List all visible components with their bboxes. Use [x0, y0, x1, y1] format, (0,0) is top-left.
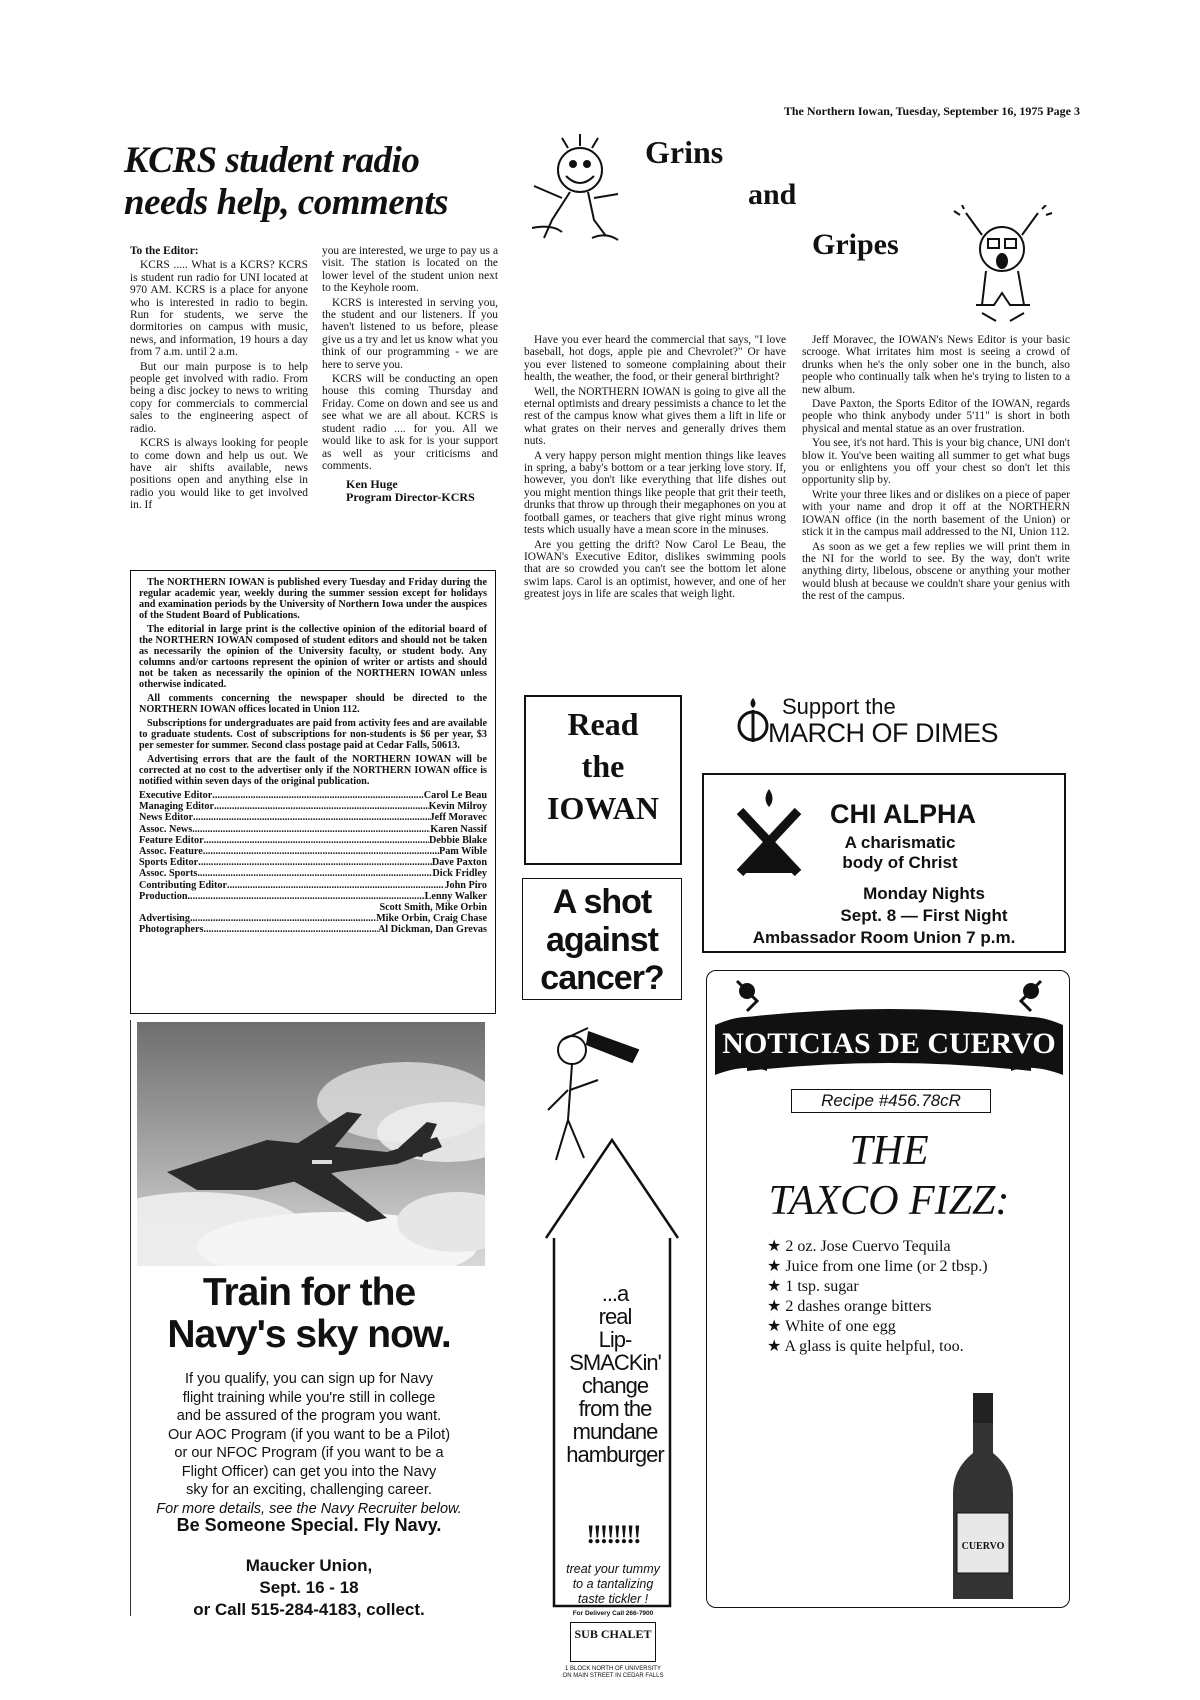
navy-location-line: Maucker Union,: [245, 1556, 373, 1575]
grins-heading: Grins: [645, 134, 724, 170]
burger-delivery-phone: For Delivery Call 266-7900: [572, 1610, 654, 1617]
masthead-paragraph-2: The editorial in large print is the collective opinion of the editorial board of the NORTHERN IOWAN composed of student editors and should not be taken as necessarily the opinion of the University faculty, or student body. Any columns and/or cartoons represent the opinion of writer or artists and should not be taken as necessarily the opinion of the NORTHERN IOWAN unless otherwise indicated.: [139, 624, 487, 690]
cancer-line: against: [545, 921, 659, 959]
masthead-box: [130, 570, 496, 1014]
cuervo-ad: [706, 970, 1070, 1608]
chi-alpha-subtitle: [830, 833, 970, 873]
sub-chalet-logo-text: SUB CHALET: [574, 1627, 652, 1641]
navy-body-line: flight training while you're still in college: [182, 1389, 436, 1406]
grinning-cartoon-icon: [522, 128, 622, 248]
burger-slogan-line: hamburger: [566, 1442, 664, 1467]
kcrs-headline-line-2: needs help, comments: [124, 182, 449, 223]
gg-paragraph: Are you getting the drift? Now Carol Le Beau, the IOWAN's Executive Editor, dislikes swimming pools that are so crowded you can't see the bottom let alone swim laps. Carol is an optimist, however, and one of her greatest joys in life are scales that weigh light.: [524, 538, 786, 601]
ingredient-item: ★ Juice from one lime (or 2 tbsp.): [767, 1257, 1057, 1277]
bottle-label-text: CUERVO: [961, 1541, 1005, 1552]
sub-chalet-ad: [528, 1010, 688, 1679]
kcrs-paragraph-1: KCRS ..... What is a KCRS? KCRS is student run radio for UNI located at 970 AM. KCRS is a place for anyone who is interested in radio to begin. Run for students, we serve the dormitories on campus with music, news, and information, 19 hours a day from 7 a.m. until 2 a.m.: [130, 259, 308, 359]
chi-alpha-ad: [702, 773, 1066, 953]
gg-paragraph: A very happy person might mention things like leaves in spring, a baby's bottom or a tear jerking love story. If, however, you don't like everything that life dishes out you might mention things like people that grit their teeth, drunks that throw up through their megaphones on you at football games, or teachers that give right minus wrong tests which usually have a mean score in the minuses.: [524, 449, 786, 537]
march-of-dimes-logo-icon: [736, 696, 770, 746]
chi-subtitle-line: A charismatic: [844, 833, 956, 852]
staff-row: Managing Editor ..... Kevin Milroy: [139, 801, 487, 812]
read-line: IOWAN: [546, 790, 659, 826]
ingredient-item: ★ 2 oz. Jose Cuervo Tequila: [767, 1237, 1057, 1257]
navy-more-details: For more details, see the Navy Recruiter below.: [156, 1500, 462, 1517]
kcrs-paragraph-6: KCRS will be conducting an open house this coming Thursday and Friday. Come on down and see us and see what we are all about. KCRS is student radio .... for you. All we would like to ask for is your support as well as your criticisms and comments.: [322, 373, 498, 472]
gg-paragraph: Well, the NORTHERN IOWAN is going to give all the eternal optimists and dreary pessimists a chance to let the rest of the campus know what gives them a lift in life or what grates on their nerves and generally drives them nuts.: [524, 385, 786, 448]
staff-row: Advertising ..... Mike Orbin, Craig Chase: [139, 913, 487, 924]
navy-body-line: and be assured of the program you want.: [176, 1408, 442, 1424]
kcrs-paragraph-2: But our main purpose is to help people get involved with radio. From being a disc jockey to news to writing copy for commercials to commercial sales to the engineering aspect of radio.: [130, 360, 308, 435]
gripes-heading: Gripes: [812, 228, 899, 261]
gg-paragraph: As soon as we get a few replies we will print them in the NI for the world to see. By the way, don't write anything dirty, libelous, obscene or anything your mother would blush at because we couldn't share your genius with the rest of the campus.: [802, 540, 1070, 603]
sub-chalet-logo: [570, 1622, 656, 1662]
kcrs-paragraph-3: KCRS is always looking for people to come down and help us out. We have air shifts available, news positions open and anything else in radio you would like to get involved in. If: [130, 437, 308, 512]
navy-body-line: If you qualify, you can sign up for Navy: [185, 1371, 433, 1387]
navy-slogan: Be Someone Special. Fly Navy.: [176, 1515, 442, 1535]
burger-slogan-line: real: [598, 1304, 632, 1329]
and-heading: and: [748, 178, 797, 211]
burger-exclamations: !!!!!!!!: [586, 1520, 640, 1549]
kcrs-signature-title: Program Director-KCRS: [346, 490, 475, 505]
griping-cartoon-icon: [946, 205, 1056, 323]
burger-tagline-line: to a tantalizing: [572, 1577, 654, 1591]
burger-address-line: 1 BLOCK NORTH OF UNIVERSITY: [565, 1666, 661, 1672]
navy-body-line: sky for an exciting, challenging career.: [186, 1482, 432, 1498]
burger-slogan: [556, 1282, 674, 1466]
gg-paragraph: Have you ever heard the commercial that says, "I love baseball, hot dogs, apple pie and Chevrolet?" Or have you ever listened to someone complaining about their health, the weather, the food, or their general birthright?: [524, 334, 786, 384]
burger-slogan-line: ...a: [601, 1281, 629, 1306]
read-line: Read: [567, 706, 639, 742]
kcrs-letter-column-2: [322, 245, 498, 504]
kcrs-signature-name: Ken Huge: [346, 477, 398, 492]
navy-body-line: or our NFOC Program (if you want to be a: [174, 1445, 444, 1461]
chi-event-line: Sept. 8 — First Night: [840, 906, 1008, 925]
page-folio: The Northern Iowan, Tuesday, September 16, 1975 Page 3: [783, 104, 1080, 118]
chi-event-line: Ambassador Room Union 7 p.m.: [752, 928, 1016, 947]
chi-alpha-title: CHI ALPHA: [830, 799, 976, 829]
ingredient-item: ★ 2 dashes orange bitters: [767, 1297, 1057, 1317]
ingredient-item: ★ A glass is quite helpful, too.: [767, 1337, 1057, 1357]
gg-paragraph: Dave Paxton, the Sports Editor of the IOWAN, regards people who think anybody under 5'11" is short in both physical and mental statue as an over frustration.: [802, 398, 1070, 435]
staff-row: Executive Editor ..... Carol Le Beau: [139, 790, 487, 801]
cuervo-recipe-number: Recipe #456.78cR: [791, 1089, 991, 1113]
burger-tagline-line: treat your tummy: [566, 1562, 660, 1576]
staff-row: Photographers ..... Al Dickman, Dan Grevas: [139, 924, 487, 935]
staff-row: Contributing Editor ..... John Piro: [139, 880, 487, 891]
cuervo-ingredient-list: [767, 1237, 1057, 1357]
navy-ad: [130, 1020, 486, 1619]
ingredient-item: ★ White of one egg: [767, 1317, 1057, 1337]
masthead-paragraph-4: Subscriptions for undergraduates are paid from activity fees and are available to graduate students. Cost of subscriptions for non-students is $6 per year, $3 per semester for summer. Second class postage paid at Cedar Falls, 50613.: [139, 718, 487, 751]
burger-address-line: ON MAIN STREET IN CEDAR FALLS: [562, 1673, 664, 1679]
kcrs-salutation: To the Editor:: [130, 245, 199, 257]
gg-paragraph: You see, it's not hard. This is your big chance, UNI don't blow it. You've been waiting all summer to get what bugs you or enlightens you off your chest so don't let this opportunity slip by.: [802, 437, 1070, 487]
chi-subtitle-line: body of Christ: [842, 853, 958, 872]
navy-location-line: or Call 515-284-4183, collect.: [193, 1600, 425, 1619]
staff-row: Feature Editor ..... Debbie Blake: [139, 835, 487, 846]
ingredient-item: ★ 1 tsp. sugar: [767, 1277, 1057, 1297]
kcrs-headline-line-1: KCRS student radio: [124, 140, 420, 181]
shot-against-cancer-ad: [522, 878, 682, 1000]
staff-row: Sports Editor ..... Dave Paxton: [139, 857, 487, 868]
navy-headline-line-2: Navy's sky now.: [167, 1313, 451, 1356]
navy-headline: [131, 1272, 487, 1356]
kcrs-paragraph-5: KCRS is interested in serving you, the student and our listeners. If you haven't listened to us before, please give us a try and let us know what you think of our programming - we are here to serve you.: [322, 296, 498, 371]
burger-slogan-line: Lip-: [598, 1327, 632, 1352]
burger-tagline: [554, 1562, 672, 1607]
staff-list: [139, 790, 487, 936]
grins-gripes-column-1: [524, 334, 786, 603]
burger-slogan-line: from the: [578, 1396, 652, 1421]
masthead-paragraph-3: All comments concerning the newspaper should be directed to the NORTHERN IOWAN offices located in Union 112.: [139, 693, 487, 715]
kcrs-headline: [124, 140, 484, 224]
staff-row: Assoc. Sports ..... Dick Fridley: [139, 868, 487, 879]
burger-tagline-line: taste tickler !: [577, 1592, 649, 1606]
navy-headline-line-1: Train for the: [202, 1271, 416, 1314]
grins-gripes-column-2: [802, 334, 1070, 605]
read-the-iowan-box: [524, 695, 682, 865]
staff-row: Assoc. Feature ..... Pam Wible: [139, 846, 487, 857]
masthead-paragraph-1: The NORTHERN IOWAN is published every Tuesday and Friday during the regular academic year, weekly during the summer session except for holidays and examination periods by the University of Northern Iowa under the auspices of the Student Board of Publications.: [139, 577, 487, 621]
cancer-line: A shot: [552, 883, 652, 921]
read-line: the: [581, 748, 625, 784]
kcrs-paragraph-4: you are interested, we urge to pay us a visit. The station is located on the lower level of the student union next to the Keyhole room.: [322, 245, 498, 295]
burger-address: [554, 1666, 672, 1680]
navy-jet-photo: [137, 1022, 485, 1266]
staff-row: Production ..... Lenny Walker: [139, 891, 487, 902]
gg-paragraph: Jeff Moravec, the IOWAN's News Editor is your basic scrooge. What irritates him most is seeing a crowd of drunks when he's the only sober one in the bunch, also people who continually talk when he's trying to listen to a new album.: [802, 334, 1070, 396]
burger-slogan-line: change: [581, 1373, 649, 1398]
navy-body-line: Our AOC Program (if you want to be a Pilot): [167, 1426, 451, 1443]
tequila-bottle-icon: [945, 1393, 1021, 1603]
cancer-line: cancer?: [540, 959, 664, 997]
burger-slogan-line: SMACKin': [569, 1350, 661, 1375]
cuervo-banner-text: NOTICIAS DE CUERVO: [722, 1027, 1056, 1060]
chi-event-line: Monday Nights: [863, 884, 985, 903]
navy-location: [131, 1555, 487, 1621]
burger-slogan-line: mundane: [572, 1419, 658, 1444]
navy-body-copy: [131, 1370, 487, 1518]
navy-body-line: Flight Officer) can get you into the Navy: [181, 1463, 437, 1480]
staff-row: Assoc. News ..... Karen Nassif: [139, 824, 487, 835]
staff-row: News Editor ..... Jeff Moravec: [139, 812, 487, 823]
masthead-paragraph-5: Advertising errors that are the fault of the NORTHERN IOWAN will be corrected at no cost to the advertiser only if the NORTHERN IOWAN office is notified within seven days of the original publication.: [139, 754, 487, 787]
chi-alpha-logo-icon: [734, 787, 804, 877]
cuervo-title-line-2: TAXCO FIZZ:: [768, 1178, 1010, 1224]
chi-alpha-event: [704, 883, 1064, 949]
kcrs-letter-column-1: [130, 245, 308, 514]
dimes-support-text: Support the: [782, 694, 896, 719]
staff-production-extra: Scott Smith, Mike Orbin: [379, 902, 487, 914]
navy-location-line: Sept. 16 - 18: [259, 1578, 359, 1597]
dimes-name-text: MARCH OF DIMES: [768, 718, 999, 748]
gg-paragraph: Write your three likes and or dislikes on a piece of paper with your name and drop it off at the NORTHERN IOWAN office (in the north basement of the Union) or stick it in the campus mail addressed to the NI, Union 112.: [802, 488, 1070, 539]
cuervo-title-line-1: THE: [849, 1128, 929, 1174]
